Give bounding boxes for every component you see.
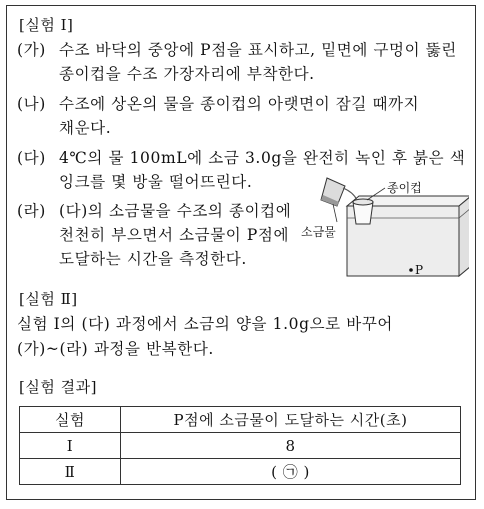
cell-time: 8 <box>121 433 461 459</box>
step-ga <box>17 38 457 86</box>
experiment-2-text <box>17 312 393 362</box>
point-p-marker <box>409 268 413 272</box>
step-text: 잉크를 몇 방울 떨어뜨린다. <box>59 173 253 191</box>
step-text: 4℃의 물 100mL에 소금 3.0g을 완전히 녹인 후 붉은 색 <box>59 149 466 167</box>
step-text: 도달하는 시간을 측정한다. <box>59 250 247 268</box>
cell-time: ( ㉠ ) <box>121 459 461 485</box>
table-row <box>20 459 461 485</box>
experiment-1-heading: [실험 Ⅰ] <box>19 16 74 34</box>
step-text: 수조 바닥의 중앙에 P점을 표시하고, 밑면에 구멍이 뚫린 <box>59 41 457 59</box>
header-time: P점에 소금물이 도달하는 시간(초) <box>121 407 461 433</box>
experiment-2-line: 실험 Ⅰ의 (다) 과정에서 소금의 양을 1.0g으로 바꾸어 <box>17 315 393 333</box>
step-label: (나) <box>17 95 46 113</box>
step-text: 종이컵을 수조 가장자리에 부착한다. <box>59 65 315 83</box>
table-row <box>20 433 461 459</box>
cell-experiment: Ⅰ <box>20 433 121 459</box>
problem-box <box>6 5 476 500</box>
step-text: (다)의 소금물을 수조의 종이컵에 <box>59 202 292 220</box>
header-experiment: 실험 <box>20 407 121 433</box>
label-cup: 종이컵 <box>387 181 422 195</box>
label-point-p: P <box>415 263 424 277</box>
step-text: 채운다. <box>59 119 112 137</box>
label-salt-water: 소금물 <box>301 225 336 239</box>
cell-experiment: Ⅱ <box>20 459 121 485</box>
step-na <box>17 92 419 140</box>
paper-cup-icon <box>353 199 373 224</box>
step-text: 수조에 상온의 물을 종이컵의 아랫면이 잠길 때까지 <box>59 95 420 113</box>
step-ra <box>17 199 291 271</box>
experiment-2-heading: [실험 Ⅱ] <box>19 290 78 308</box>
step-text: 천천히 부으면서 소금물이 P점에 <box>59 226 290 244</box>
apparatus-figure <box>299 176 469 284</box>
experiment-2-line: (가)~(라) 과정을 반복한다. <box>17 340 214 358</box>
step-label: (라) <box>17 202 46 220</box>
table-header-row <box>20 407 461 433</box>
results-table <box>19 406 461 485</box>
step-label: (가) <box>17 41 46 59</box>
step-label: (다) <box>17 149 46 167</box>
results-heading: [실험 결과] <box>19 378 97 396</box>
